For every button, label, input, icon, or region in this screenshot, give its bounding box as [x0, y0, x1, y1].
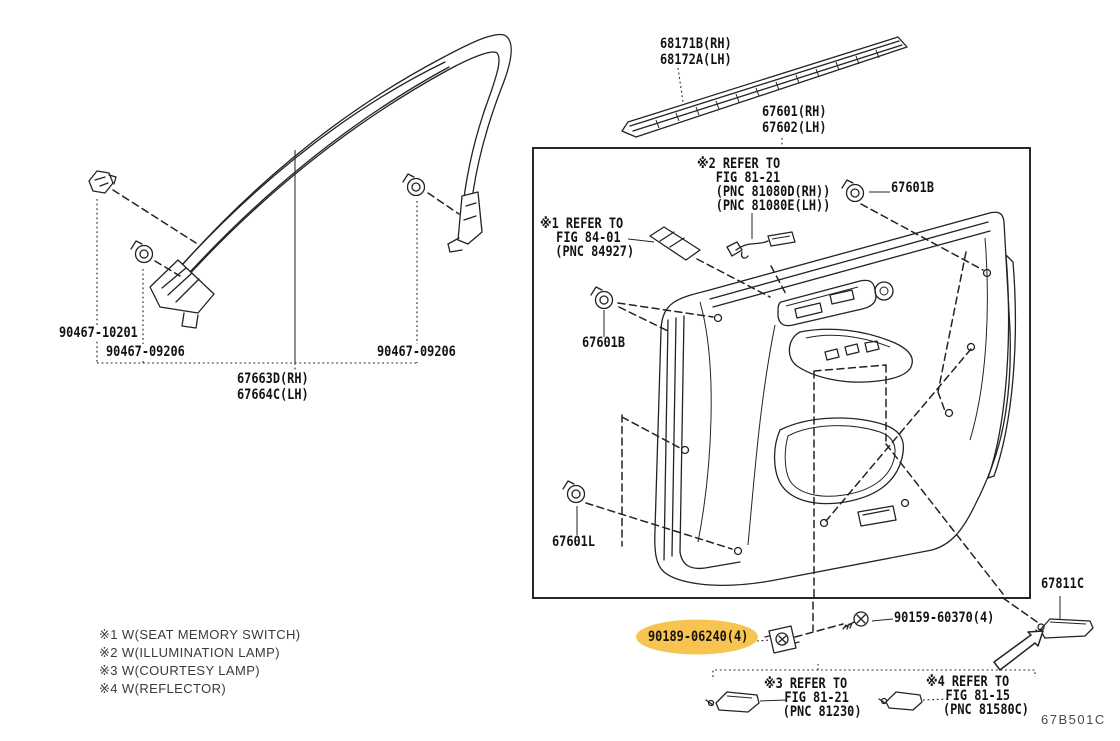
part-number[interactable]: 67664C(LH)	[237, 387, 309, 403]
label-cover-67811C[interactable]: 67811C	[1041, 576, 1084, 592]
figure-code: 67B501C	[1041, 712, 1106, 727]
ref-line: FIG 81-21	[715, 170, 781, 186]
label-door-trim[interactable]	[762, 104, 826, 136]
ref-line: (PNC 81580C)	[943, 702, 1029, 718]
label-clip-67601B-left[interactable]: 67601B	[582, 335, 625, 351]
illumination-lamp-icon	[727, 232, 795, 258]
grommet-icon	[403, 174, 425, 196]
legend-item: ※1 W(SEAT MEMORY SWITCH)	[99, 627, 301, 642]
ref-line: ※1 REFER TO	[540, 216, 624, 232]
ref-note-1	[540, 217, 634, 259]
door-trim-panel-drawing	[655, 212, 1016, 585]
legend-item: ※4 W(REFLECTOR)	[99, 681, 227, 696]
cover-67811C-icon	[1036, 619, 1093, 638]
ref-line: (PNC 81080E(LH))	[715, 198, 831, 214]
courtesy-lamp-icon	[706, 692, 759, 712]
part-number[interactable]: 67601(RH)	[762, 104, 827, 120]
label-clip-90189-highlighted[interactable]: 90189-06240(4)	[648, 629, 749, 645]
part-number[interactable]: 68172A(LH)	[660, 52, 732, 68]
ref-line: FIG 81-15	[945, 688, 1011, 704]
label-grommet-90467-09206-right[interactable]: 90467-09206	[377, 344, 456, 360]
seat-memory-switch-icon	[650, 227, 700, 260]
label-clip-67601L[interactable]: 67601L	[552, 534, 595, 550]
label-grommet-90467-09206-left[interactable]: 90467-09206	[106, 344, 185, 360]
ref-line: FIG 81-21	[784, 690, 849, 706]
window-frame-molding-drawing	[150, 34, 511, 328]
ref-line: (PNC 81230)	[782, 704, 862, 720]
label-screw-90159[interactable]: 90159-60370(4)	[894, 610, 995, 626]
grommet-icon	[842, 180, 864, 202]
ref-line: FIG 84-01	[556, 230, 621, 246]
ref-line: ※4 REFER TO	[926, 674, 1010, 690]
direction-arrow-icon	[994, 631, 1043, 670]
ref-note-3	[764, 677, 862, 719]
ref-line: (PNC 81080D(RH))	[715, 184, 831, 200]
ref-line: ※3 REFER TO	[764, 676, 848, 692]
label-clip-90467-10201[interactable]: 90467-10201	[59, 325, 138, 341]
label-belt-molding[interactable]	[660, 36, 732, 68]
screw-icon	[843, 612, 868, 629]
part-number[interactable]: 68171B(RH)	[660, 36, 732, 52]
ref-line: (PNC 84927)	[555, 244, 635, 260]
legend-notes	[99, 626, 301, 698]
legend-item: ※3 W(COURTESY LAMP)	[99, 663, 261, 678]
clip-icon	[89, 171, 116, 193]
label-clip-67601B-top[interactable]: 67601B	[891, 180, 934, 196]
ref-line: ※2 REFER TO	[697, 156, 781, 172]
part-number[interactable]: 67602(LH)	[762, 120, 827, 136]
grommet-icon	[563, 481, 585, 503]
part-number[interactable]: 67663D(RH)	[237, 371, 309, 387]
grommet-icon	[591, 287, 613, 309]
grommet-icon	[131, 241, 153, 263]
retainer-clip-icon	[765, 626, 799, 653]
reflector-icon	[879, 692, 922, 710]
ref-note-2	[697, 157, 830, 213]
label-frame-molding[interactable]	[237, 371, 309, 403]
ref-note-4	[926, 675, 1029, 717]
legend-item: ※2 W(ILLUMINATION LAMP)	[99, 645, 280, 660]
